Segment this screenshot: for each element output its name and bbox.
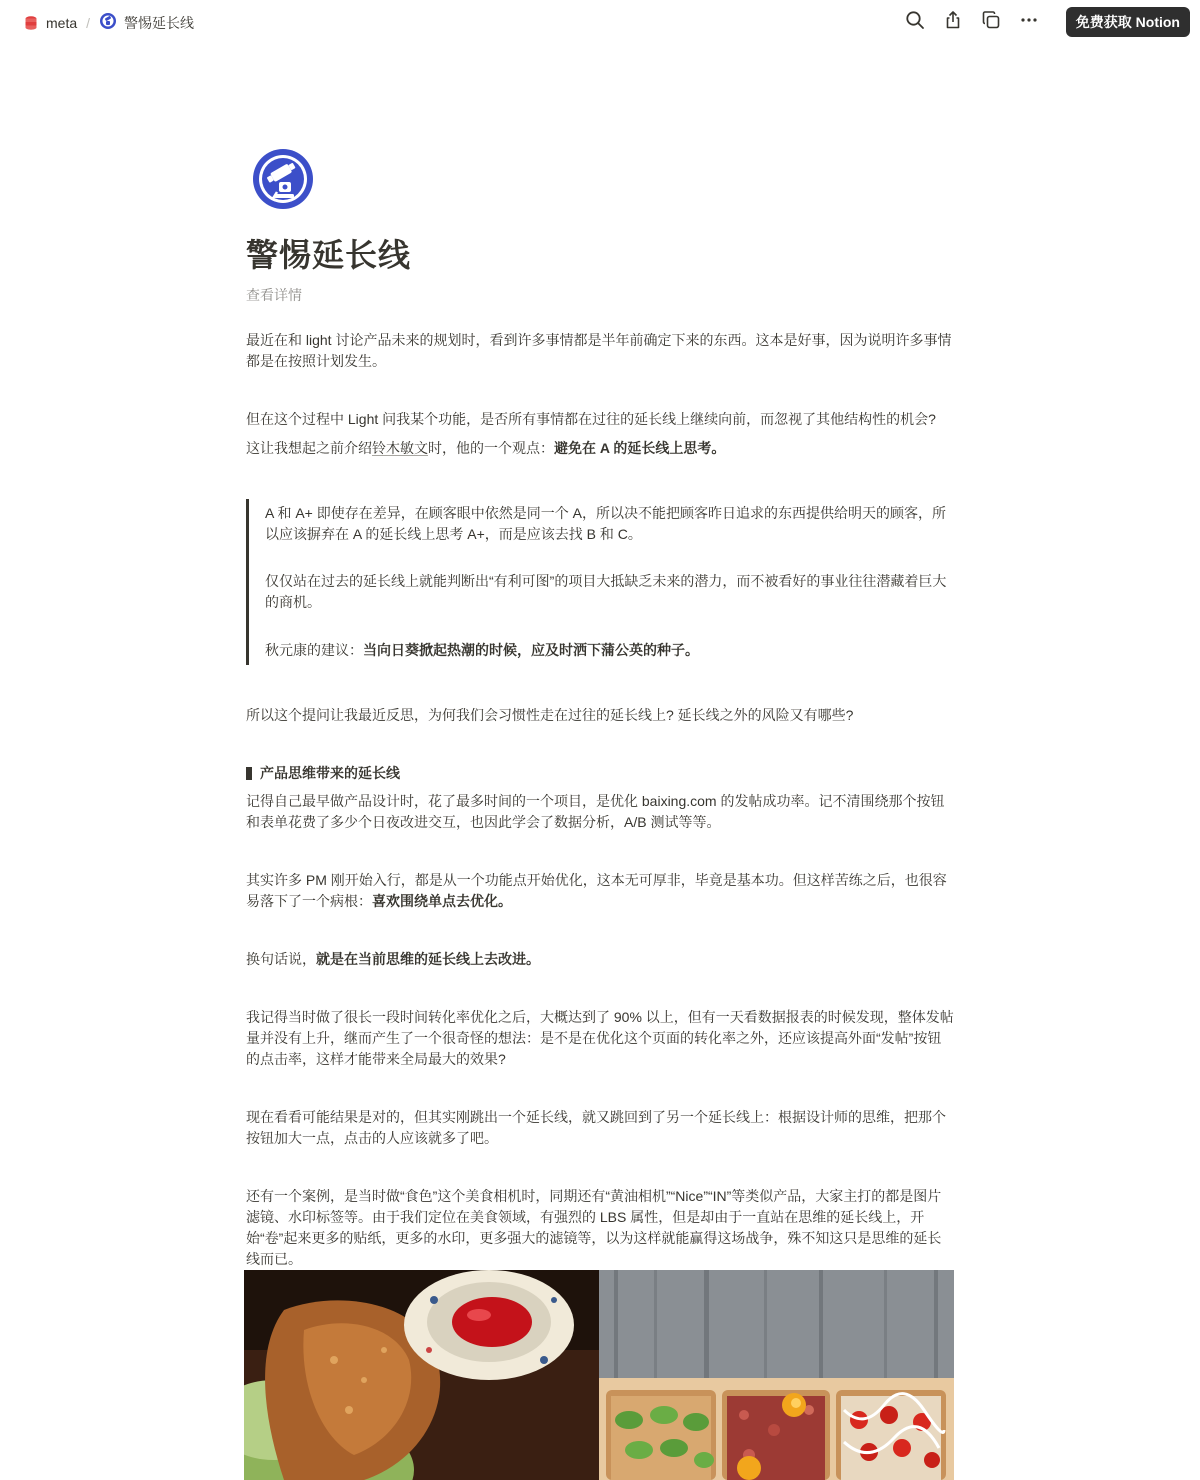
page-content xyxy=(246,148,954,1270)
page-icon-telescope-icon[interactable] xyxy=(252,148,954,215)
paragraph-3-text-b: 时，他的一个观点： xyxy=(428,440,554,456)
paragraph-10: 还有一个案例，是当时做“食色”这个美食相机时，同期还有“黄油相机”“Nice”“IN”等类似产品，大家主打的都是图片滤镜、水印标签等。由于我们定位在美食领域，有强烈的 LBS 属性，但是却由于一直站在思维的延长线上，开始“卷”起来更多的贴纸，更多的水印，更多强大的滤镜等，以为这样就能赢得这场战争，殊不知这只是思维的延长线而已。 xyxy=(246,1188,942,1267)
quote-block xyxy=(246,499,954,665)
paragraph-2: 但在这个过程中 Light 问我某个功能，是否所有事情都在过往的延长线上继续向前，而忽视了其他结构性的机会? xyxy=(246,411,936,427)
food-photo-image xyxy=(244,1270,954,1480)
paragraph-3-bold: 避免在 A 的延长线上思考。 xyxy=(554,440,726,456)
toolbar xyxy=(900,7,1190,37)
paragraph-9: 现在看看可能结果是对的，但其实刚跳出一个延长线，就又跳回到了另一个延长线上：根据设计师的思维，把那个按钮加大一点，点击的人应该就多了吧。 xyxy=(246,1109,946,1146)
paragraph-7-bold: 就是在当前思维的延长线上去改进。 xyxy=(316,951,540,967)
breadcrumb-page-label: 警惕延长线 xyxy=(124,14,195,31)
quote-paragraph-1: A 和 A+ 即使存在差异，在顾客眼中依然是同一个 A，所以决不能把顾客昨日追求的东西提供给明天的顾客，所以应该摒弃在 A 的延长线上思考 A+，而是应该去找 B 和 C。 xyxy=(265,505,946,542)
suzuki-link[interactable]: 铃木敏文 xyxy=(372,440,428,456)
duplicate-icon xyxy=(981,10,1001,35)
paragraph-4: 所以这个提问让我最近反思，为何我们会习惯性走在过往的延长线上? 延长线之外的风险又有哪些? xyxy=(246,707,854,723)
get-notion-button[interactable]: 免费获取 Notion xyxy=(1066,7,1190,37)
share-icon xyxy=(943,10,963,35)
paragraph-8: 我记得当时做了很长一段时间转化率优化之后，大概达到了 90% 以上，但有一天看数据报表的时候发现，整体发帖量并没有上升，继而产生了一个很奇怪的想法：是不是在优化这个页面的转化率之外，还应该提高外面“发帖”按钮的点击率，这样才能带来全局最大的效果? xyxy=(246,1009,954,1067)
paragraph-6-text: 其实许多 PM 刚开始入行，都是从一个功能点开始优化，这本无可厚非，毕竟是基本功。但这样苦练之后，也很容易落下了一个病根： xyxy=(246,872,947,909)
paragraph-3-text-a: 这让我想起之前介绍 xyxy=(246,440,372,456)
view-details-link[interactable]: 查看详情 xyxy=(246,287,302,303)
paragraph-3 xyxy=(246,438,954,459)
breadcrumb-separator: / xyxy=(86,14,91,31)
paragraph-5: 记得自己最早做产品设计时，花了最多时间的一个项目，是优化 baixing.com 的发帖成功率。记不清围绕那个按钮和表单花费了多少个日夜改进交互，也因此学会了数据分析，A/B 测试等等。 xyxy=(246,793,945,830)
database-icon xyxy=(23,15,39,31)
more-button[interactable] xyxy=(1014,7,1044,37)
search-icon xyxy=(905,10,925,35)
breadcrumb-workspace[interactable] xyxy=(20,15,80,31)
paragraph-6 xyxy=(246,870,954,912)
quote-paragraph-3-text: 秋元康的建议： xyxy=(265,642,363,658)
paragraph-6-bold: 喜欢围绕单点去优化。 xyxy=(372,893,512,909)
food-photo xyxy=(244,1270,954,1480)
breadcrumb xyxy=(20,12,197,33)
more-icon xyxy=(1019,10,1039,35)
telescope-icon xyxy=(99,12,117,33)
duplicate-button[interactable] xyxy=(976,7,1006,37)
quote-paragraph-3 xyxy=(265,640,954,665)
search-button[interactable] xyxy=(900,7,930,37)
breadcrumb-workspace-label: meta xyxy=(46,14,78,31)
quote-paragraph-2: 仅仅站在过去的延长线上就能判断出“有利可图”的项目大抵缺乏未来的潜力，而不被看好的事业往往潜藏着巨大的商机。 xyxy=(265,573,947,610)
top-bar xyxy=(0,0,1200,44)
section-heading xyxy=(246,763,954,783)
breadcrumb-page[interactable] xyxy=(96,12,197,33)
heading-bar-icon xyxy=(246,767,252,780)
page-title: 警惕延长线 xyxy=(246,237,412,273)
section-heading-text: 产品思维带来的延长线 xyxy=(260,765,400,781)
share-button[interactable] xyxy=(938,7,968,37)
paragraph-7-text: 换句话说， xyxy=(246,951,316,967)
paragraph-1: 最近在和 light 讨论产品未来的规划时，看到许多事情都是半年前确定下来的东西。这本是好事，因为说明许多事情都是在按照计划发生。 xyxy=(246,332,952,369)
quote-paragraph-3-bold: 当向日葵掀起热潮的时候，应及时洒下蒲公英的种子。 xyxy=(363,642,699,658)
paragraph-7 xyxy=(246,949,954,970)
